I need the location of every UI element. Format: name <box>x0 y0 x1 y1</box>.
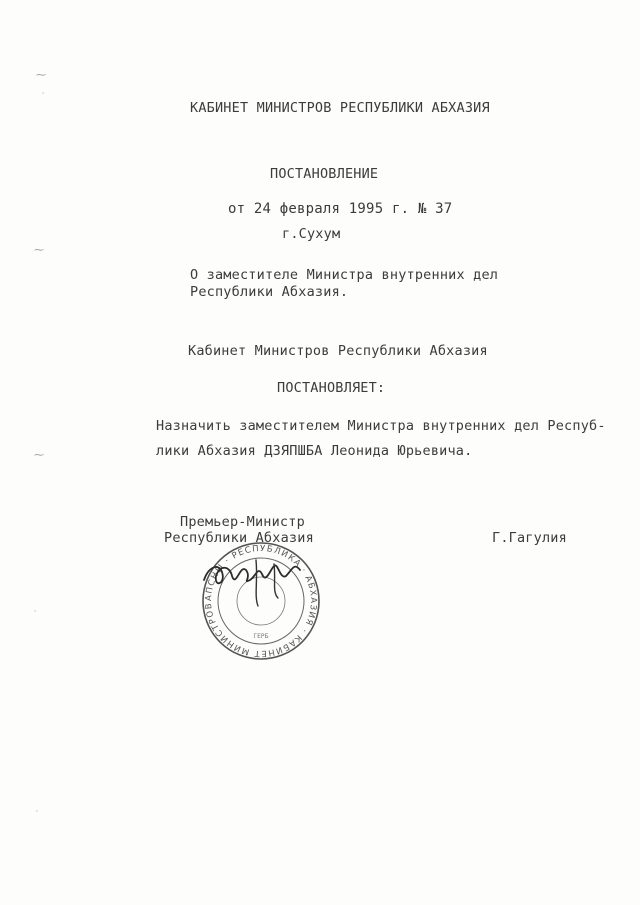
punch-mark: ⁓ <box>34 245 44 256</box>
punch-mark: ˙ <box>40 92 47 103</box>
punch-mark: ⁓ <box>36 70 46 81</box>
organization-heading: КАБИНЕТ МИНИСТРОВ РЕСПУБЛИКИ АБХАЗИЯ <box>190 100 490 116</box>
svg-text:АПСНЫ · РЕСПУБЛИКА · АБХАЗИЯ ·: АПСНЫ · РЕСПУБЛИКА · АБХАЗИЯ · КАБИНЕТ МИНИСТРОВ <box>203 543 319 659</box>
signatory-name: Г.Гагулия <box>492 530 567 546</box>
resolves-heading: ПОСТАНОВЛЯЕТ: <box>277 380 386 396</box>
punch-mark: ⁓ <box>34 450 44 461</box>
document-type-heading: ПОСТАНОВЛЕНИЕ <box>270 166 379 182</box>
signatory-title-line-2: Республики Абхазия <box>164 530 314 546</box>
city: г.Сухум <box>282 226 341 242</box>
subject-line-2: Республики Абхазия. <box>190 284 349 300</box>
signatory-title-line-1: Премьер-Министр <box>180 514 305 530</box>
official-stamp-seal <box>196 540 326 662</box>
body-text-line-2: лики Абхазия ДЗЯПШБА Леонида Юрьевича. <box>156 443 473 459</box>
date-and-number: от 24 февраля 1995 г. № 37 <box>228 201 453 217</box>
punch-mark: ˙ <box>34 810 41 821</box>
issuer-line: Кабинет Министров Республики Абхазия <box>188 343 488 359</box>
punch-mark: ˙ <box>32 610 39 621</box>
svg-text:ГЕРБ: ГЕРБ <box>253 633 269 640</box>
body-text-line-1: Назначить заместителем Министра внутренних дел Респуб- <box>156 418 606 434</box>
subject-line-1: О заместителе Министра внутренних дел <box>190 267 499 283</box>
